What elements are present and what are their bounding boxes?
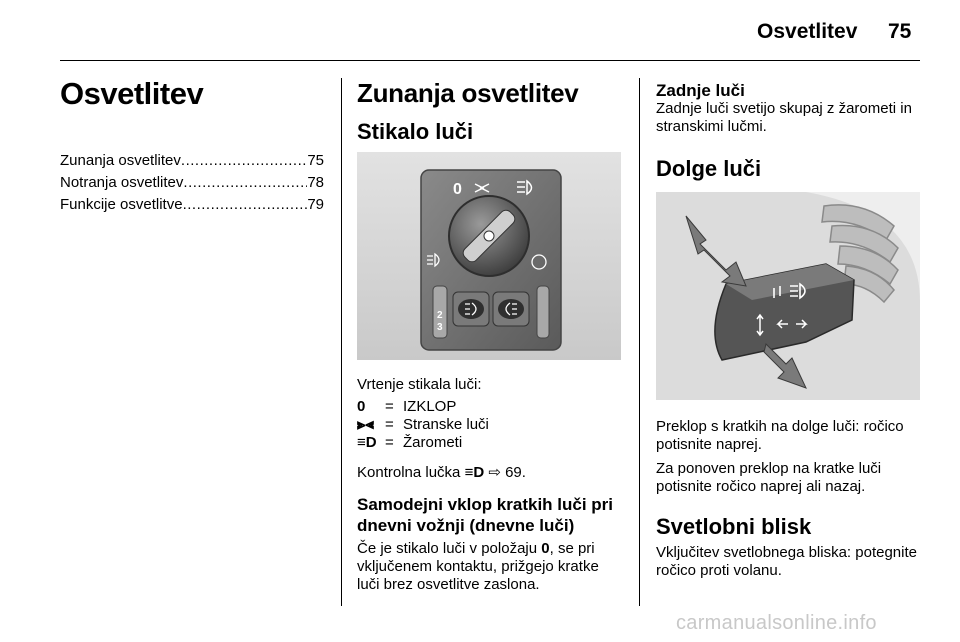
equals-sign: = bbox=[385, 434, 394, 451]
headlight-flash-text: Vključitev svetlobnega bliska: potegnite ročico proti volanu. bbox=[656, 544, 917, 579]
rotate-switch-text: Vrtenje stikala luči: bbox=[357, 376, 482, 393]
light-switch-illustration bbox=[357, 152, 621, 360]
toc-entry-label: Notranja osvetlitev bbox=[60, 174, 184, 191]
toc-entry-label: Funkcije osvetlitve bbox=[60, 196, 183, 213]
section-title-exterior: Zunanja osvetlitev bbox=[357, 78, 579, 108]
toc-entry[interactable] bbox=[60, 150, 324, 172]
rear-lights-text: Zadnje luči svetijo skupaj z žarometi in stranskimi lučmi. bbox=[656, 100, 912, 135]
watermark: carmanualsonline.info bbox=[676, 612, 877, 634]
off-position-icon: 0 bbox=[357, 398, 366, 415]
equals-sign: = bbox=[385, 416, 394, 433]
subsection-title-light-switch: Stikalo luči bbox=[357, 119, 474, 144]
legend-row bbox=[357, 434, 621, 452]
high-beam-text-1: Preklop s kratkih na dolge luči: ročico potisnite naprej. bbox=[656, 418, 904, 453]
indicator-stalk-illustration bbox=[656, 192, 920, 400]
switch-zero-label: 0 bbox=[453, 181, 462, 198]
toc-entry-page: 79 bbox=[307, 196, 324, 213]
headlights-icon: ≡D bbox=[357, 434, 377, 451]
toc-entry-label: Zunanja osvetlitev bbox=[60, 152, 181, 169]
headlights-icon: ≡D bbox=[464, 464, 485, 481]
toc-entry[interactable] bbox=[60, 194, 324, 216]
page-number: 75 bbox=[888, 20, 912, 43]
toc-entry-page: 75 bbox=[307, 152, 324, 169]
daytime-lights-text: Če je stikalo luči v položaju 0, se pri vključenem kontaktu, prižgejo kratke luči brez osvetlitve zaslona. bbox=[357, 540, 599, 593]
legend-row bbox=[357, 398, 621, 416]
toc-leader-dots bbox=[183, 194, 308, 216]
rotary-knob-center-icon bbox=[484, 231, 494, 241]
page-reference-arrow-icon: ⇨ bbox=[488, 464, 501, 481]
high-beam-text-2: Za ponoven preklop na kratke luči potisnite ročico naprej ali nazaj. bbox=[656, 460, 882, 495]
legend-text: Žarometi bbox=[403, 434, 463, 451]
toc-leader-dots bbox=[183, 172, 307, 194]
chapter-title: Osvetlitev bbox=[60, 76, 204, 111]
legend-text: IZKLOP bbox=[403, 398, 457, 415]
high-beam-figure bbox=[656, 192, 920, 400]
toc-leader-dots bbox=[181, 150, 307, 172]
switch-legend bbox=[357, 398, 621, 452]
table-of-contents bbox=[60, 150, 324, 216]
toc-entry-page: 78 bbox=[307, 174, 324, 191]
daytime-lights-title: Samodejni vklop kratkih luči pri dnevni vožnji (dnevne luči) bbox=[357, 495, 614, 535]
side-lights-icon: ⫸⫷ bbox=[357, 416, 374, 433]
control-lamp-text bbox=[357, 464, 526, 482]
light-switch-figure bbox=[357, 152, 621, 360]
svg-text:3: 3 bbox=[437, 322, 443, 333]
column-divider-2 bbox=[639, 78, 640, 606]
header-rule bbox=[60, 60, 920, 61]
control-lamp-label: Kontrolna lučka bbox=[357, 464, 461, 481]
off-position-icon: 0 bbox=[541, 540, 550, 557]
page-reference-link[interactable]: 69. bbox=[505, 464, 526, 481]
legend-row bbox=[357, 416, 621, 434]
equals-sign: = bbox=[385, 398, 394, 415]
high-beam-title: Dolge luči bbox=[656, 156, 762, 181]
thumbwheel bbox=[433, 286, 447, 338]
legend-text: Stranske luči bbox=[403, 416, 489, 433]
running-header-title: Osvetlitev bbox=[757, 20, 858, 43]
column-divider-1 bbox=[341, 78, 342, 606]
rear-lights-title: Zadnje luči bbox=[656, 81, 745, 100]
toc-entry[interactable] bbox=[60, 172, 324, 194]
dimmer-wheel bbox=[537, 286, 549, 338]
headlight-flash-title: Svetlobni blisk bbox=[656, 514, 812, 539]
svg-text:2: 2 bbox=[437, 310, 443, 321]
